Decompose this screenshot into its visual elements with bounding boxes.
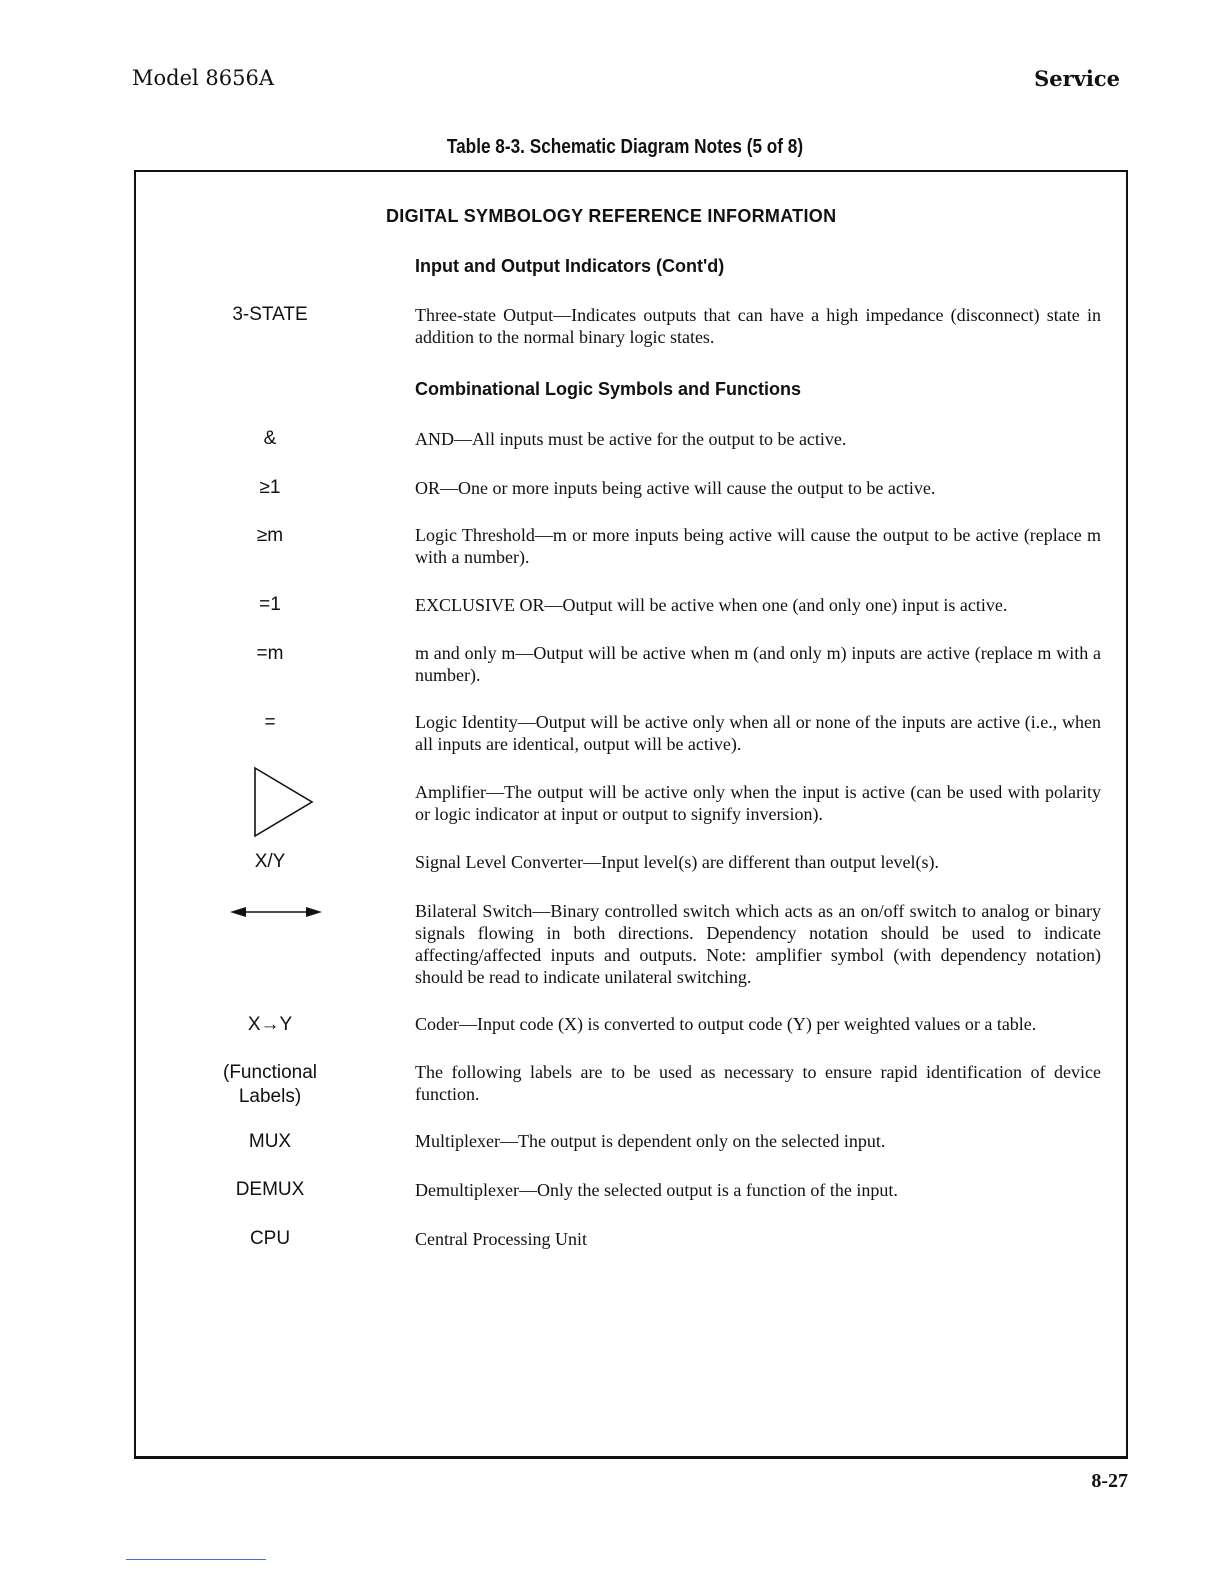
symbol-m-only: =m [256,643,284,664]
desc-functional-labels: The following labels are to be used as necessary to ensure rapid identification of device function. [415,1062,1101,1104]
desc-identity: Logic Identity—Output will be active only when all or none of the inputs are active (i.e., when all inputs are identical, output will be active). [415,712,1101,754]
symbol-threshold: ≥m [256,525,284,546]
desc-coder: Coder—Input code (X) is converted to output code (Y) per weighted values or a table. [415,1014,1037,1034]
desc-and: AND—All inputs must be active for the output to be active. [415,429,847,449]
header-section: Service [1034,66,1120,91]
desc-demux: Demultiplexer—Only the selected output is a function of the input. [415,1180,898,1200]
desc-xor: EXCLUSIVE OR—Output will be active when one (and only one) input is active. [415,595,1008,615]
desc-mux: Multiplexer—The output is dependent only on the selected input. [415,1131,886,1151]
amplifier-icon [252,766,316,840]
symbol-or: ≥1 [259,477,281,498]
section-title: DIGITAL SYMBOLOGY REFERENCE INFORMATION [386,206,837,226]
desc-level-converter: Signal Level Converter—Input level(s) are different than output level(s). [415,852,939,872]
double-arrow-icon [228,904,324,920]
symbol-coder: X→Y [247,1014,293,1035]
desc-or: OR—One or more inputs being active will cause the output to be active. [415,478,936,498]
bottom-rule [126,1559,266,1560]
header-model: Model 8656A [132,66,275,90]
subhead-combinational: Combinational Logic Symbols and Functions [415,379,802,399]
symbol-level-converter: X/Y [254,851,286,872]
symbol-functional-labels [180,1061,360,1109]
symbol-three-state: 3-STATE [232,304,308,325]
symbol-mux: MUX [248,1131,292,1152]
desc-threshold: Logic Threshold—m or more inputs being active will cause the output to be active (replace m with a number). [415,525,1101,567]
desc-amplifier: Amplifier—The output will be active only when the input is active (can be used with polarity or logic indicator at input or output to signify inversion). [415,782,1101,824]
desc-bilateral-switch: Bilateral Switch—Binary controlled switch which acts as an on/off switch to analog or binary signals flowing in both directions. Dependency notation should be used to indicate affecting/affected inputs and outputs. Note: amplifier symbol (with dependency notation) should be read to indicate unilateral switching. [415,901,1101,987]
functional-labels-line-2: Labels) [238,1086,302,1107]
subhead-io-indicators: Input and Output Indicators (Cont'd) [415,256,725,276]
functional-labels-line-1: (Functional [223,1062,317,1083]
symbol-xor: =1 [259,594,281,615]
desc-cpu: Central Processing Unit [415,1229,587,1249]
desc-three-state: Three-state Output—Indicates outputs that can have a high impedance (disconnect) state in addition to the normal binary logic states. [415,305,1101,347]
symbol-and: & [263,428,277,449]
page-number: 8-27 [1091,1470,1128,1492]
desc-m-only: m and only m—Output will be active when m (and only m) inputs are active (replace m with a number). [415,643,1101,685]
table-title: Table 8-3. Schematic Diagram Notes (5 of 8) [446,136,804,158]
symbol-identity: = [264,712,276,733]
symbol-cpu: CPU [249,1228,291,1249]
symbol-demux: DEMUX [235,1179,305,1200]
